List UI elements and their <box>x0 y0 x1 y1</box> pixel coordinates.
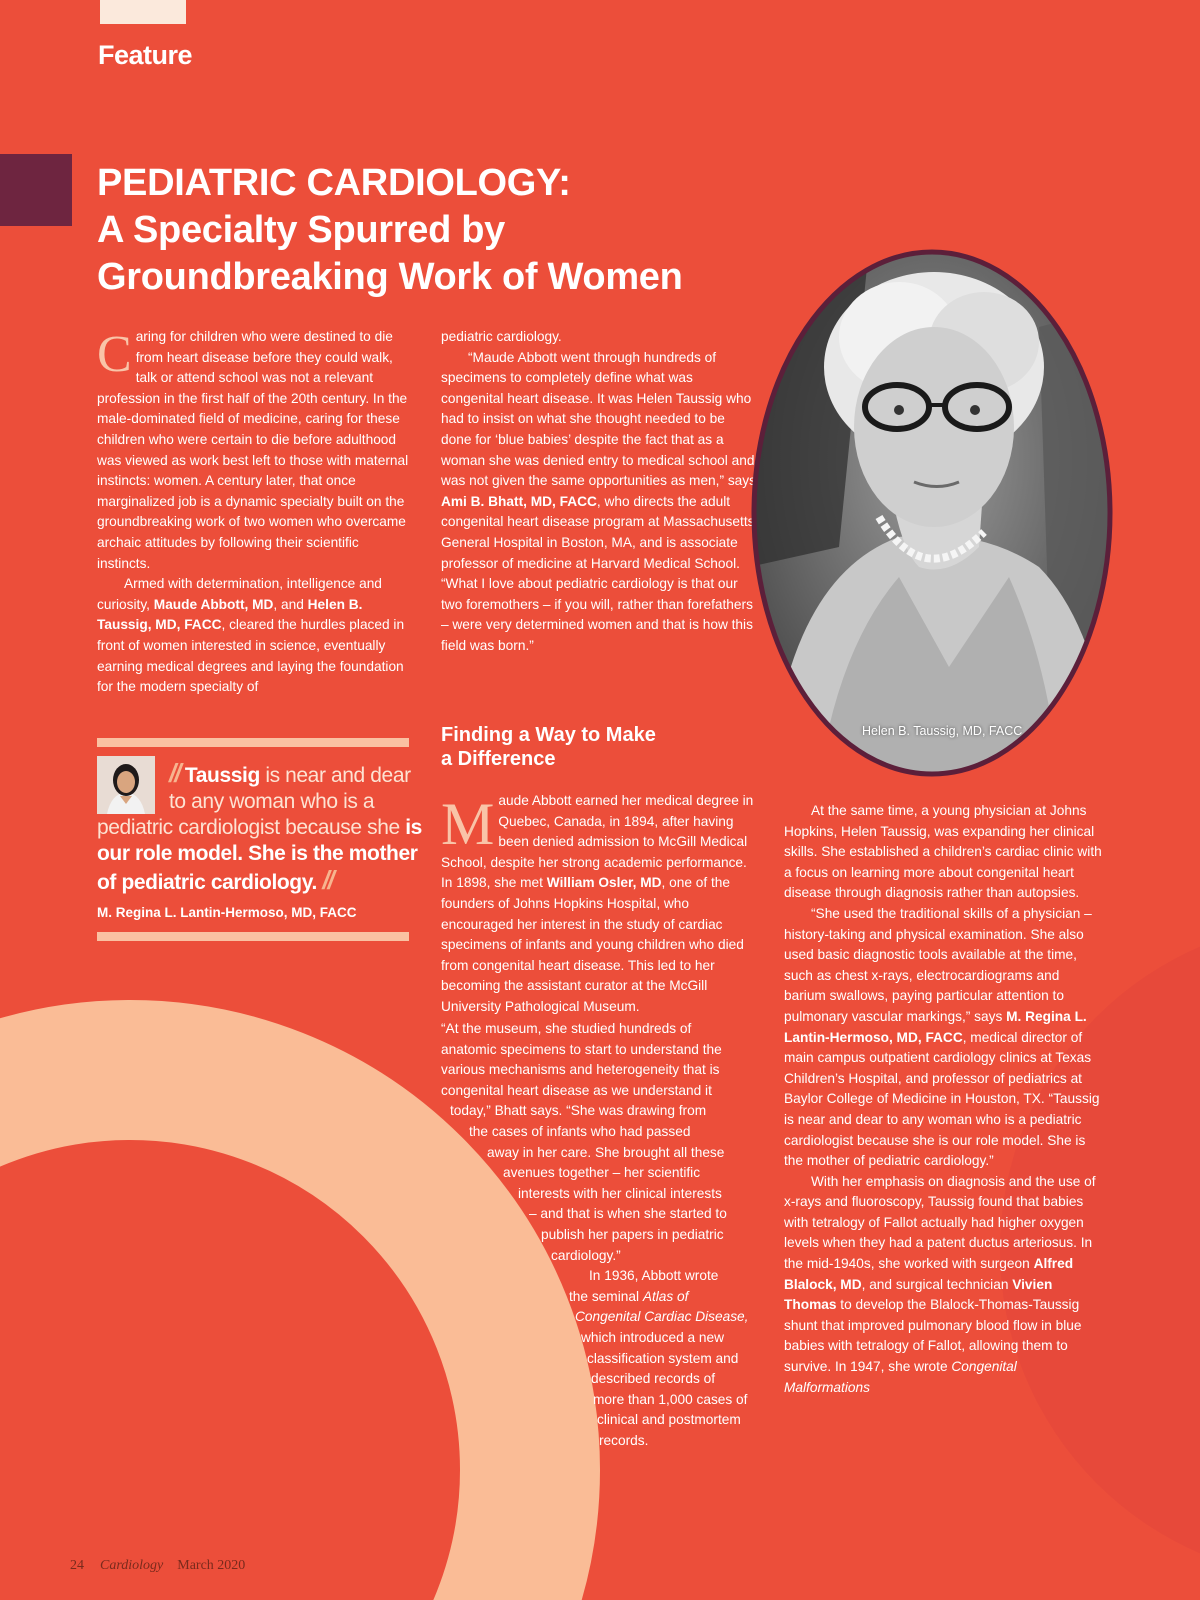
drop-cap: M <box>441 791 495 857</box>
text: “Maude Abbott went through hundreds of specimens to completely define what was congenital heart disease. It was Helen Taussig who had to insist on what she thought needed to be done for ‘blue babies’ despite the fact that as a woman she was denied entry to medical school and was not given the same opportunities as men,” says <box>441 349 756 489</box>
curved-text-line: In 1936, Abbott wrote <box>589 1268 719 1284</box>
quote-bold: of pediatric cardiology. <box>97 871 317 894</box>
text: , and surgical technician <box>861 1276 1013 1292</box>
headline-line-2: A Specialty Spurred by <box>97 209 506 251</box>
curved-text-line: cardiology.” <box>551 1247 621 1263</box>
section-marker-block <box>0 154 72 226</box>
paragraph: At the same time, a young physician at Johns Hopkins, Helen Taussig, was expanding her clinical skills. She established a children’s cardiac clinic with a focus on learning more about congenital heart disease through diagnosis rather than autopsies. <box>784 803 1102 901</box>
person-name: Alfred Blalock, MD <box>784 1256 1074 1292</box>
subheading-line-1: Finding a Way to Make <box>441 724 656 746</box>
curved-text-line: clinical and postmortem <box>597 1412 741 1428</box>
pull-quote-line <box>97 867 415 896</box>
person-name: William Osler, MD <box>546 875 662 891</box>
book-title: Congenital Malformations <box>784 1359 1017 1395</box>
page-footer <box>70 1558 261 1574</box>
close-quote-mark: // <box>322 865 333 895</box>
subheading <box>441 723 771 771</box>
person-name: Ami B. Bhatt, MD, FACC <box>441 493 597 509</box>
text: , and <box>273 596 308 612</box>
curved-text-line: – and that is when she started to <box>529 1206 727 1222</box>
quote-bold: is <box>405 816 422 839</box>
page-number: 24 <box>70 1558 84 1573</box>
pull-quote-line <box>97 760 415 789</box>
paragraph-text: aring for children who were destined to die from heart disease before they could walk, talk or attend school was not a relevant profession in the first half of the 20th century. In the male-dominated field of medicine, caring for these children who were certain to die before adulthood was viewed as work best left to those with maternal instincts: women. A century later, that once marginalized job is a dynamic specialty built on the groundbreaking work of two women who overcame archaic attitudes by following their scientific instincts. <box>97 329 409 571</box>
article-column-1 <box>97 327 415 698</box>
article-column-2 <box>441 327 759 657</box>
book-title: Atlas of <box>642 1288 689 1304</box>
paragraph <box>784 904 1102 1172</box>
text: , who directs the adult congenital heart disease program at Massachusetts General Hospital in Boston, MA, and is associate professor of medicine at Harvard Medical School. “What I love about pediatric cardiology is that our two foremothers – if you will, rather than forefathers – were very determined women and that is how this field was born.” <box>441 493 755 653</box>
curved-text-line: avenues together – her scientific <box>503 1165 701 1181</box>
curved-text-line: the seminal Atlas of <box>569 1288 689 1304</box>
open-quote-mark: // <box>169 758 180 788</box>
subheading-line-2: a Difference <box>441 748 556 770</box>
curved-text-line: today,” Bhatt says. “She was drawing from <box>450 1103 707 1119</box>
curved-text-line: classification system and <box>587 1350 739 1366</box>
paragraph <box>97 574 415 698</box>
pull-quote-top-bar <box>97 738 409 747</box>
portrait-photo <box>749 247 1115 779</box>
article-column-2-lower <box>441 791 759 1018</box>
curved-text-line: away in her care. She brought all these <box>487 1144 725 1160</box>
top-tab <box>100 0 186 24</box>
curved-text-line: Congenital Cardiac Disease, <box>575 1309 749 1325</box>
curved-text-line: interests with her clinical interests <box>518 1185 722 1201</box>
quote-bold: our role model. She is the mother <box>97 842 418 865</box>
quote-text: is near and dear <box>259 764 411 787</box>
peach-ring <box>0 1070 530 1600</box>
curved-text-line: the cases of infants who had passed <box>469 1124 691 1139</box>
headline-line-1: PEDIATRIC CARDIOLOGY: <box>97 162 571 204</box>
issue-date: March 2020 <box>177 1558 246 1573</box>
curved-text-line: publish her papers in pediatric <box>541 1227 724 1242</box>
paragraph <box>441 791 759 1018</box>
person-name: Maude Abbott, MD <box>153 596 274 612</box>
headline <box>97 160 797 301</box>
paragraph <box>97 327 415 574</box>
person-name: Vivien Thomas <box>784 1276 1053 1313</box>
person-name: M. Regina L. Lantin-Hermoso, MD, FACC <box>784 1008 1087 1045</box>
curved-text-line: records. <box>599 1433 649 1448</box>
text: “She used the traditional skills of a physician – history-taking and physical examination. She also used basic diagnostic tools available at the time, such as chest x-rays, electrocardiograms and barium swallows, paying particular attention to pulmonary vascular markings,” says <box>784 905 1092 1024</box>
quote-text: pediatric cardiologist because she <box>97 816 406 839</box>
text: aude Abbott earned her medical degree in Quebec, Canada, in 1894, after having been denied admission to McGill Medical School, despite her strong academic performance. In 1898, she met <box>441 793 754 891</box>
section-label: Feature <box>98 40 193 70</box>
paragraph <box>441 348 759 657</box>
curved-text-line: which introduced a new <box>581 1330 725 1345</box>
paragraph: pediatric cardiology. <box>441 329 562 344</box>
photo-caption: Helen B. Taussig, MD, FACC <box>862 724 1023 738</box>
magazine-name: Cardiology <box>100 1558 164 1573</box>
pull-quote <box>97 758 422 896</box>
curved-text-line: anatomic specimens to start to understand the <box>441 1041 722 1057</box>
curved-text-line: various mechanisms and heterogeneity that is <box>441 1062 720 1078</box>
curved-text-line: more than 1,000 cases of <box>593 1391 748 1407</box>
text: With her emphasis on diagnosis and the use of x-rays and fluoroscopy, Taussig found that babies with tetralogy of Fallot actually had higher oxygen levels when they had a patent ductus arteriosus. In the mid-1940s, she worked with surgeon <box>784 1173 1096 1272</box>
pull-quote-line <box>97 815 422 841</box>
text: , one of the founders of Johns Hopkins Hospital, who encouraged her interest in the study of cardiac specimens of infants and young children who died from congenital heart disease. This led to her becoming the assistant curator at the McGill University Pathological Museum. <box>441 875 744 1014</box>
text: , cleared the hurdles placed in front of women interested in science, eventually earning medical degrees and laying the foundation for the modern specialty of <box>97 617 405 695</box>
curved-text-line: described records of <box>591 1371 716 1387</box>
pull-quote-attribution: M. Regina L. Lantin-Hermoso, MD, FACC <box>97 905 357 920</box>
person-name: Helen B. Taussig, MD, FACC <box>97 596 363 633</box>
article-column-3 <box>784 801 1102 1398</box>
pull-quote-bottom-bar <box>97 932 409 941</box>
drop-cap: C <box>97 326 132 383</box>
curved-text-line: “At the museum, she studied hundreds of <box>441 1021 692 1036</box>
text: , medical director of main campus outpatient cardiology clinics at Texas Children’s Hospital, and professor of pediatrics at Baylor College of Medicine in Houston, TX. “Taussig is near and dear to any woman who is a pediatric cardiologist because she is our role model. She is the mother of pediatric cardiology.” <box>784 1029 1100 1169</box>
headline-line-3: Groundbreaking Work of Women <box>97 256 683 298</box>
pull-quote-line <box>97 841 418 867</box>
paragraph <box>784 1172 1102 1399</box>
text: Armed with determination, intelligence and curiosity, <box>97 576 382 612</box>
curved-text-line: congenital heart disease as we understand it <box>441 1082 712 1098</box>
text: to develop the Blalock-Thomas-Taussig shunt that improved pulmonary blood flow in blue babies with tetralogy of Fallot, allowing them to survive. In 1947, she wrote <box>784 1297 1082 1375</box>
pull-quote-line: to any woman who is a <box>169 790 375 813</box>
quote-bold: Taussig <box>184 764 260 787</box>
